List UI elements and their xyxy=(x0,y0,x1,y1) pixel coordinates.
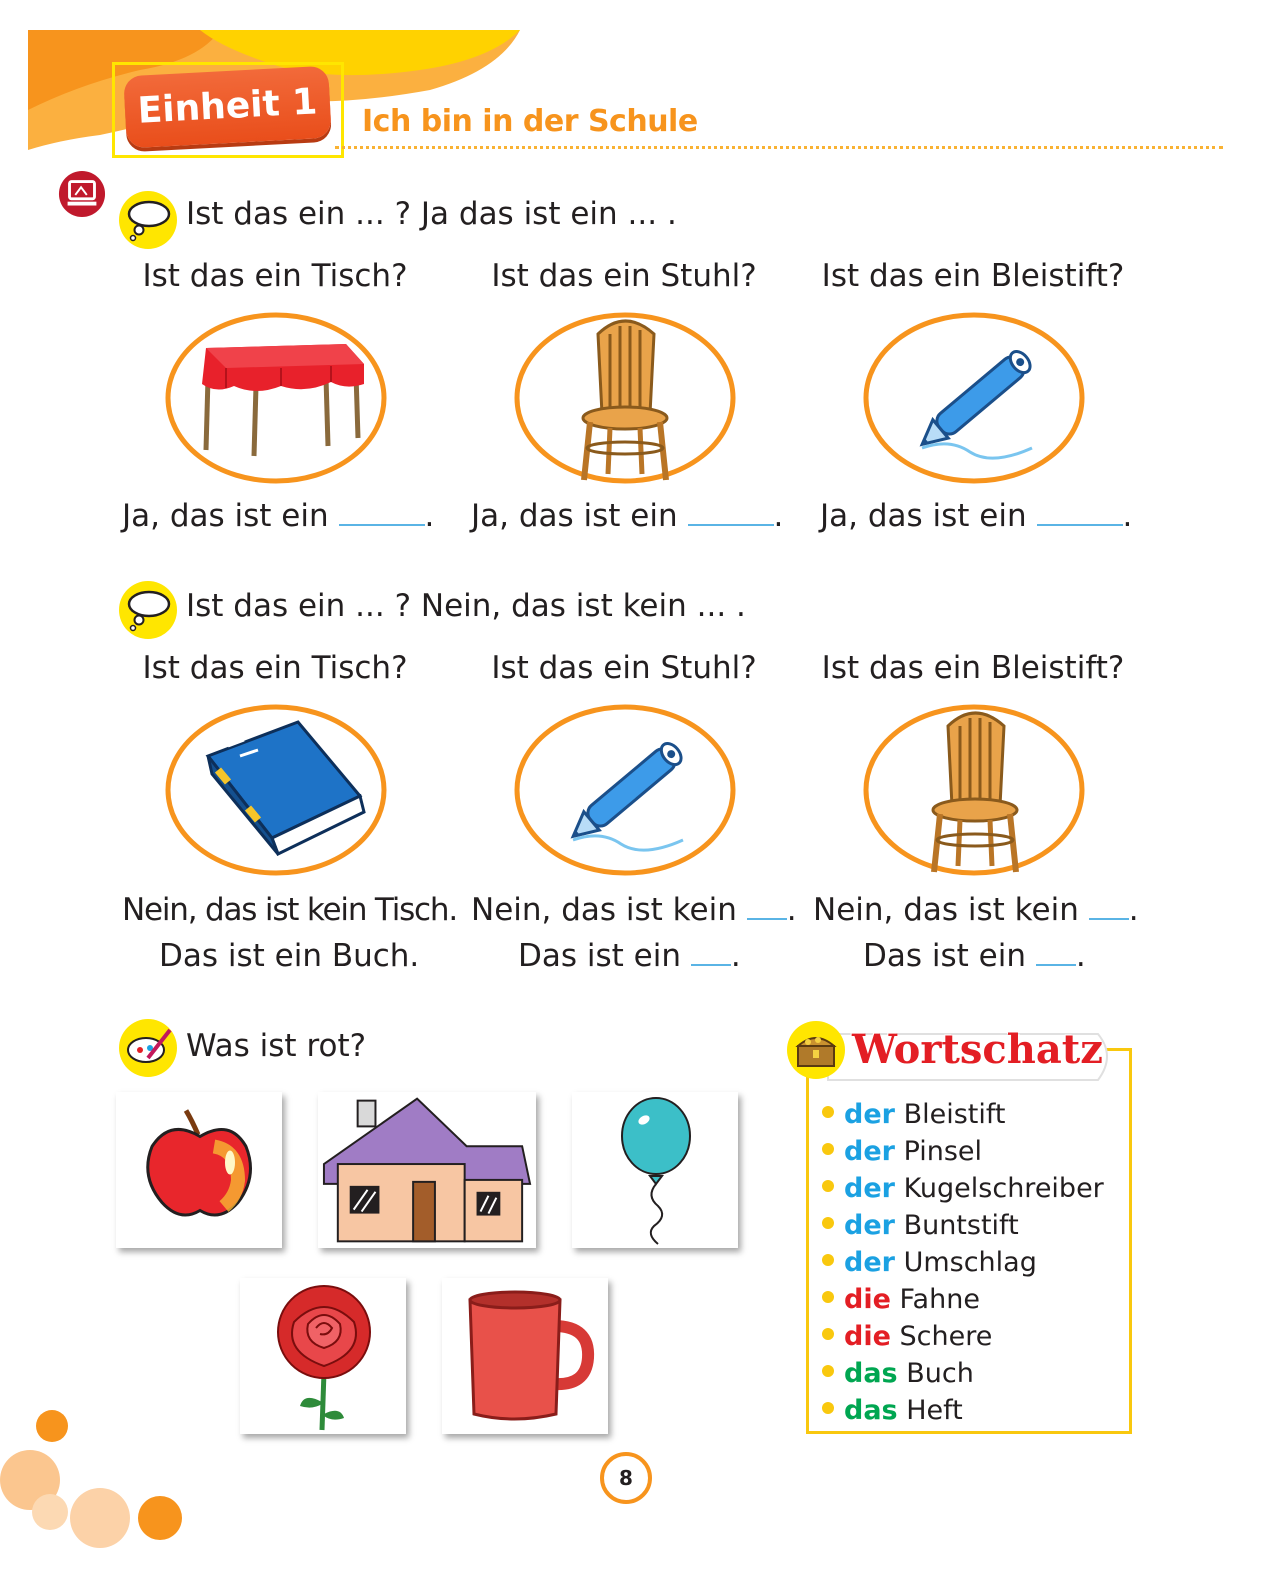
house-icon xyxy=(318,1094,536,1244)
answer-blank[interactable] xyxy=(1089,914,1129,920)
vocabulary-item xyxy=(822,1281,1104,1318)
vocabulary-word: Buch xyxy=(906,1358,974,1389)
answer-blank[interactable] xyxy=(1037,520,1123,526)
unit-label: Einheit 1 xyxy=(123,66,331,149)
balloon-icon xyxy=(616,1096,696,1246)
section1-answer-1: Ja, das ist ein . xyxy=(122,498,435,534)
section2-question-1: Ist das ein Tisch? xyxy=(142,650,408,686)
picture-card[interactable] xyxy=(240,1278,406,1434)
bullet-icon xyxy=(822,1143,834,1155)
section2-question-2: Ist das ein Stuhl? xyxy=(491,650,757,686)
vocabulary-list xyxy=(822,1096,1104,1429)
vocabulary-item xyxy=(822,1392,1104,1429)
picture-card[interactable] xyxy=(442,1278,608,1434)
picture-card[interactable] xyxy=(116,1092,282,1248)
vocabulary-article: der xyxy=(844,1099,895,1130)
section1-instruction: Ist das ein ... ? Ja das ist ein ... . xyxy=(186,196,677,232)
bullet-icon xyxy=(822,1328,834,1340)
treasure-chest-icon xyxy=(786,1020,846,1080)
section3-instruction: Was ist rot? xyxy=(186,1028,367,1064)
apple-icon xyxy=(140,1104,260,1229)
vocabulary-word: Kugelschreiber xyxy=(903,1173,1104,1204)
mug-icon xyxy=(456,1286,596,1426)
unit-badge xyxy=(112,62,344,158)
chair-icon xyxy=(920,706,1030,876)
section2-answer-1-line1: Nein, das ist kein Tisch. xyxy=(122,892,458,928)
vocabulary-item xyxy=(822,1244,1104,1281)
bullet-icon xyxy=(822,1217,834,1229)
answer-blank[interactable] xyxy=(339,520,425,526)
section2-question-3: Ist das ein Bleistift? xyxy=(821,650,1125,686)
bullet-icon xyxy=(822,1254,834,1266)
pencil-icon xyxy=(900,330,1050,470)
section1-question-3: Ist das ein Bleistift? xyxy=(821,258,1125,294)
section2-answer-2-line2: Das ist ein . xyxy=(518,938,741,974)
answer-blank[interactable] xyxy=(688,520,774,526)
vocabulary-item xyxy=(822,1207,1104,1244)
bullet-icon xyxy=(822,1402,834,1414)
thought-bubble-icon xyxy=(118,580,178,640)
computer-icon xyxy=(58,170,106,218)
vocabulary-item xyxy=(822,1355,1104,1392)
section1-answer-3: Ja, das ist ein . xyxy=(820,498,1133,534)
vocabulary-article: der xyxy=(844,1136,895,1167)
vocabulary-article: die xyxy=(844,1321,891,1352)
section1-answer-2: Ja, das ist ein . xyxy=(471,498,784,534)
vocabulary-article: der xyxy=(844,1173,895,1204)
vocabulary-article: der xyxy=(844,1247,895,1278)
vocabulary-item xyxy=(822,1096,1104,1133)
vocabulary-word: Pinsel xyxy=(903,1136,983,1167)
unit-title: Ich bin in der Schule xyxy=(362,104,698,139)
picture-card[interactable] xyxy=(318,1092,536,1248)
chair-icon xyxy=(570,314,680,484)
vocabulary-word: Heft xyxy=(906,1395,963,1426)
rose-icon xyxy=(254,1282,394,1432)
section1-question-2: Ist das ein Stuhl? xyxy=(491,258,757,294)
vocabulary-word: Buntstift xyxy=(903,1210,1019,1241)
vocabulary-word: Fahne xyxy=(899,1284,980,1315)
book-icon xyxy=(188,716,368,856)
bullet-icon xyxy=(822,1291,834,1303)
table-icon xyxy=(196,338,366,458)
section2-answer-2-line1: Nein, das ist kein . xyxy=(471,892,797,928)
picture-card[interactable] xyxy=(572,1092,738,1248)
vocabulary-article: das xyxy=(844,1358,898,1389)
answer-blank[interactable] xyxy=(1036,960,1076,966)
vocabulary-item xyxy=(822,1170,1104,1207)
vocabulary-article: der xyxy=(844,1210,895,1241)
answer-blank[interactable] xyxy=(747,914,787,920)
footer-decoration xyxy=(0,1400,200,1594)
bullet-icon xyxy=(822,1180,834,1192)
page-number: 8 xyxy=(600,1452,652,1504)
vocabulary-title: Wortschatz xyxy=(852,1026,1103,1073)
section2-instruction: Ist das ein ... ? Nein, das ist kein ... . xyxy=(186,588,746,624)
thought-bubble-icon xyxy=(118,190,178,250)
vocabulary-item xyxy=(822,1133,1104,1170)
vocabulary-word: Bleistift xyxy=(903,1099,1006,1130)
pencil-icon xyxy=(551,722,701,862)
vocabulary-word: Umschlag xyxy=(903,1247,1037,1278)
section2-answer-1-line2: Das ist ein Buch. xyxy=(159,938,420,974)
answer-blank[interactable] xyxy=(691,960,731,966)
bullet-icon xyxy=(822,1365,834,1377)
vocabulary-word: Schere xyxy=(899,1321,993,1352)
vocabulary-article: die xyxy=(844,1284,891,1315)
section2-answer-3-line1: Nein, das ist kein . xyxy=(813,892,1139,928)
section1-question-1: Ist das ein Tisch? xyxy=(142,258,408,294)
vocabulary-item xyxy=(822,1318,1104,1355)
vocabulary-article: das xyxy=(844,1395,898,1426)
bullet-icon xyxy=(822,1106,834,1118)
section2-answer-3-line2: Das ist ein . xyxy=(863,938,1086,974)
crayon-icon xyxy=(118,1018,178,1078)
title-underline xyxy=(335,146,1223,149)
